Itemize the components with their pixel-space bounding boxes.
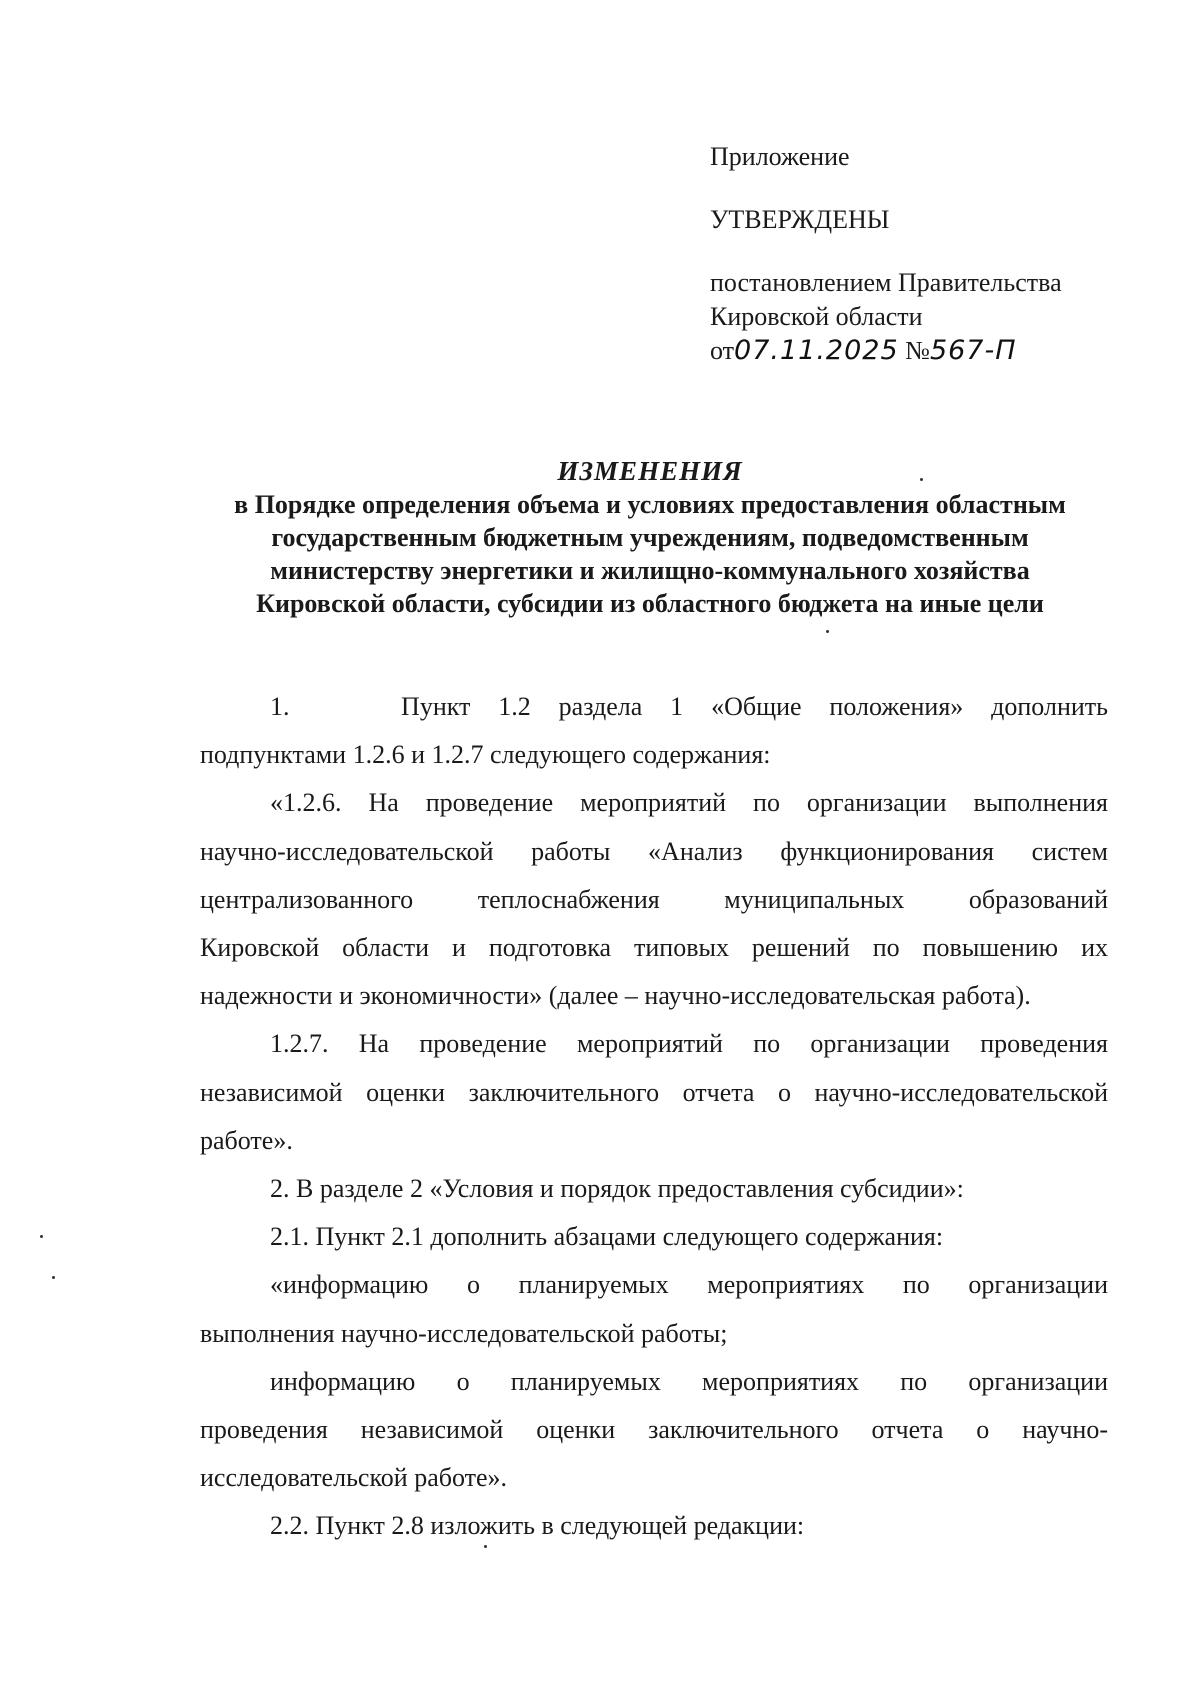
text-line: работе». xyxy=(200,1125,293,1155)
text-line: 1. Пункт 1.2 раздела 1 «Общие положения» дополнить xyxy=(270,692,1108,721)
title-line: государственным бюджетным учреждениям, подведомственным xyxy=(271,523,1029,552)
title-line: в Порядке определения объема и условиях предоставления областным xyxy=(234,490,1066,519)
handwritten-number: 567-П xyxy=(929,335,1017,366)
document-body xyxy=(200,683,1108,1551)
from-prefix: от xyxy=(710,336,735,365)
appendix-label: Приложение xyxy=(710,142,850,171)
paragraph-1-2-7 xyxy=(200,1020,1108,1165)
title-line: министерству энергетики и жилищно-коммунального хозяйства xyxy=(270,556,1030,585)
handwritten-date: 07.11.2025 xyxy=(734,335,899,366)
text-line: подпунктами 1.2.6 и 1.2.7 следующего содержания: xyxy=(200,740,771,770)
paragraph-info-2 xyxy=(200,1358,1108,1503)
text-line: 2.2. Пункт 2.8 изложить в следующей редакции: xyxy=(270,1511,805,1541)
approved-label: УТВЕРЖДЕНЫ xyxy=(710,205,890,234)
scan-speck xyxy=(920,478,923,481)
text-line: «информацию о планируемых мероприятиях по организации xyxy=(270,1270,1108,1300)
scan-speck xyxy=(40,1235,43,1238)
text-line: выполнения научно-исследовательской работы; xyxy=(200,1318,728,1348)
title-heading: ИЗМЕНЕНИЯ xyxy=(557,456,743,486)
text-line: информацию о планируемых мероприятиях по организации xyxy=(270,1366,1108,1396)
text-line: 1.2.7. На проведение мероприятий по организации проведения xyxy=(270,1029,1108,1059)
title-line: Кировской области, субсидии из областного бюджета на иные цели xyxy=(256,589,1044,618)
text-line: 2. В разделе 2 «Условия и порядок предоставления субсидии»: xyxy=(270,1174,964,1204)
text-line: исследовательской работе». xyxy=(200,1463,508,1493)
number-sign: № xyxy=(905,336,930,365)
paragraph-2 xyxy=(200,1165,1108,1213)
paragraph-1 xyxy=(200,683,1108,779)
date-number-line xyxy=(710,334,1130,368)
text-line: «1.2.6. На проведение мероприятий по организации выполнения xyxy=(270,788,1108,818)
paragraph-2-2 xyxy=(200,1502,1108,1550)
text-line: научно-исследовательской работы «Анализ функционирования систем xyxy=(200,836,1108,866)
paragraph-info-1 xyxy=(200,1261,1108,1357)
scan-speck xyxy=(484,1545,487,1548)
paragraph-1-2-6 xyxy=(200,779,1108,1020)
text-line: Кировской области и подготовка типовых решений по повышению их xyxy=(200,933,1108,963)
text-line: надежности и экономичности» (далее – научно-исследовательская работа). xyxy=(200,981,1031,1011)
scan-speck xyxy=(826,630,829,633)
text-line: независимой оценки заключительного отчета о научно-исследовательской xyxy=(200,1077,1108,1107)
resolution-line: постановлением Правительства xyxy=(710,268,1062,297)
approval-stamp xyxy=(710,140,1130,368)
region-line: Кировской области xyxy=(710,302,923,331)
document-title xyxy=(190,455,1110,620)
text-line: централизованного теплоснабжения муниципальных образований xyxy=(200,884,1108,914)
text-line: проведения независимой оценки заключительного отчета о научно- xyxy=(200,1415,1108,1445)
paragraph-2-1 xyxy=(200,1213,1108,1261)
text-line: 2.1. Пункт 2.1 дополнить абзацами следующего содержания: xyxy=(270,1222,944,1252)
scan-speck xyxy=(52,1276,55,1279)
